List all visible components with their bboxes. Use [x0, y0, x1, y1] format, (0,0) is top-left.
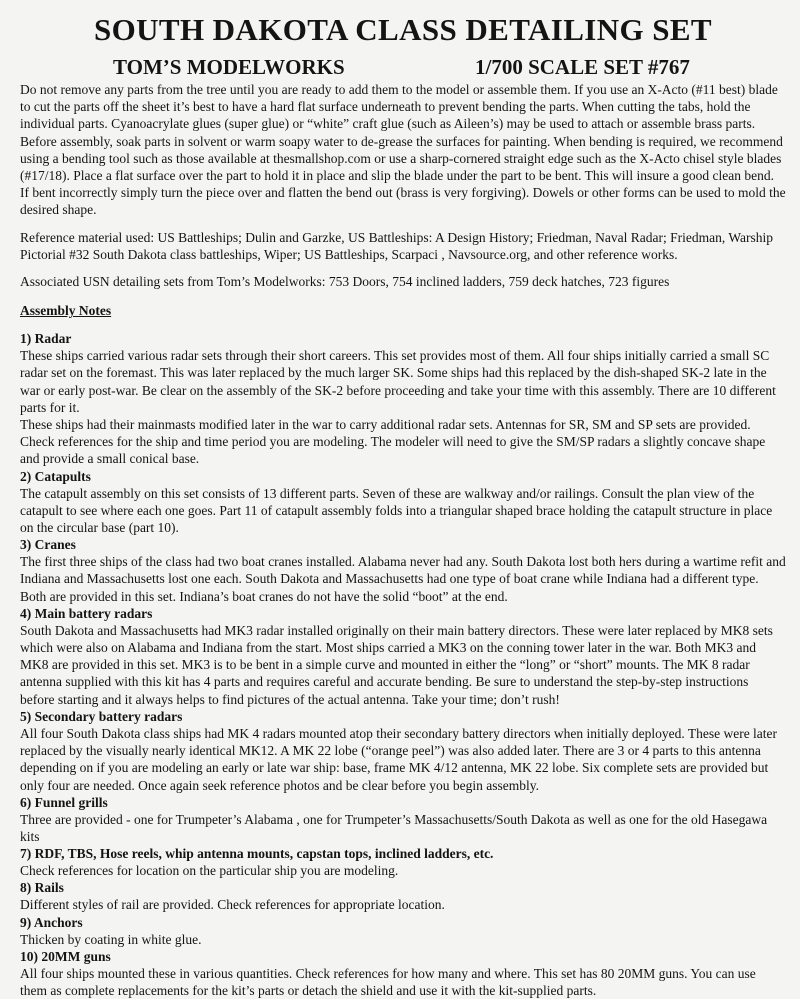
section-title: 3) Cranes — [20, 537, 76, 553]
note-section-radar — [20, 330, 786, 467]
assembly-notes — [20, 330, 786, 999]
assembly-notes-heading: Assembly Notes — [20, 303, 112, 319]
section-title: 2) Catapults — [20, 468, 91, 484]
section-paragraph: These ships had their mainmasts modified later in the war to carry additional radar sets. Antennas for SR, SM and SP sets are provided. Check references for the ship and time period you are modeling. The modeler will need to give the SM/SP radars a slightly concave shape and provide a small conical base. — [20, 417, 766, 467]
note-section-anchors — [20, 914, 786, 948]
note-section-catapults — [20, 468, 786, 537]
section-title: 5) Secondary battery radars — [20, 708, 183, 724]
document-title: SOUTH DAKOTA CLASS DETAILING SET — [93, 12, 713, 47]
section-paragraph: All four South Dakota class ships had MK 4 radars mounted atop their secondary battery directors when initially deployed. These were later replaced by the visually nearly identical MK12. A MK 22 lobe (“orange peel”) was also added later. There are 3 or 4 parts to this antenna depending on if you are modeling an early or late war ship: base, frame MK 4/12 antenna, MK 22 lobe. Six complete sets are provided but only four are needed. Once again seek reference photos and be clear before you begin assembly. — [20, 725, 778, 793]
maker-name: TOM’S MODELWORKS — [113, 55, 345, 79]
section-paragraph: South Dakota and Massachusetts had MK3 radar installed originally on their main battery directors. These were later replaced by MK8 sets which were also on Alabama and Indiana from the start. Most ships carried a MK3 on the conning tower later in the war. Both MK3 and MK8 are provided in this set. MK3 is to be bent in a simple curve and mounted in either the “long” or “short” mounts. The MK 8 radar antenna supplied with this kit has 4 parts and requires careful and accurate bending. Be sure to understand the step-by-step instructions before starting and it always helps to find pictures of the actual antenna. Take your time; don’t rush! — [20, 622, 773, 707]
section-title: 1) Radar — [20, 331, 72, 347]
section-paragraph: Different styles of rail are provided. Check references for appropriate location. — [20, 897, 445, 913]
subheading — [20, 52, 786, 82]
section-title: 7) RDF, TBS, Hose reels, whip antenna mounts, capstan tops, inclined ladders, etc. — [20, 846, 494, 862]
note-section-main-battery-radars — [20, 605, 786, 708]
section-title: 10) 20MM guns — [20, 948, 111, 964]
section-title: 4) Main battery radars — [20, 605, 153, 621]
associated-sets-paragraph: Associated USN detailing sets from Tom’s Modelworks: 753 Doors, 754 inclined ladders, 759 deck hatches, 723 figures — [20, 274, 670, 290]
section-paragraph: These ships carried various radar sets through their short careers. This set provides most of them. All four ships initially carried a small SC radar set on the foremast. This was later replaced by the much larger SK. Some ships had this replaced by the dish-shaped SK-2 late in the war or early post-war. Be clear on the assembly of the SK-2 before proceeding and take your time with this assembly. There are 10 different parts for it. — [20, 348, 776, 415]
reference-paragraph: Reference material used: US Battleships; Dulin and Garzke, US Battleships: A Design History; Friedman, Naval Radar; Friedman, Warship Pictorial #32 South Dakota class battleships, Wiper; US Battleships, Scarpaci , Navsource.org, and other reference works. — [20, 229, 774, 262]
section-title: 8) Rails — [20, 880, 64, 896]
section-paragraph: Three are provided - one for Trumpeter’s Alabama , one for Trumpeter’s Massachusetts/South Dakota as well as one for the old Hasegawa kits — [20, 811, 768, 844]
note-section-rails — [20, 879, 786, 913]
note-section-secondary-battery-radars — [20, 708, 786, 794]
note-section-20mm-guns — [20, 948, 786, 999]
section-paragraph: Thicken by coating in white glue. — [20, 931, 202, 947]
scale-set-number: 1/700 SCALE SET #767 — [475, 55, 690, 79]
intro-paragraph: Do not remove any parts from the tree until you are ready to add them to the model or assemble them. If you use an X-Acto (#11 best) blade to cut the parts off the sheet it’s best to have a hard flat surface underneath to prevent bending the parts. When cutting the tabs, hold the individual parts. Cyanoacrylate glues (super glue) or “white” craft glue (such as Aileen’s) may be used to attach or assemble brass parts. Before assembly, soak parts in solvent or warm soapy water to de-grease the surfaces for painting. When bending is required, we recommend using a bending tool such as those available at thesmallshop.com or use a sharp-cornered straight edge such as the X-Acto chisel style blades (#17/18). Place a flat surface over the part to hold it in place and slip the blade under the part to be bent. This will insure a good clean bend. If bent incorrectly simply turn the piece over and flatten the bend out (brass is very forgiving). Dowels or other forms can be used to mold the desired shape. — [20, 82, 786, 218]
note-section-funnel-grills — [20, 794, 786, 845]
note-section-fittings — [20, 845, 786, 879]
section-title: 9) Anchors — [20, 914, 83, 930]
section-title: 6) Funnel grills — [20, 794, 108, 810]
note-section-cranes — [20, 536, 786, 605]
section-paragraph: Check references for location on the particular ship you are modeling. — [20, 863, 399, 879]
section-paragraph: The first three ships of the class had two boat cranes installed. Alabama never had any. South Dakota lost both hers during a wartime refit and Indiana and Massachusetts lost one each. South Dakota and Massachusetts had one type of boat crane while Indiana had a different type. Both are provided in this set. Indiana’s boat cranes do not have the solid “boot” at the end. — [20, 554, 786, 604]
section-paragraph: All four ships mounted these in various quantities. Check references for how many and where. This set has 80 20MM guns. You can use them as complete replacements for the kit’s parts or detach the shield and use it with the kit-supplied parts. — [20, 965, 756, 998]
section-paragraph: The catapult assembly on this set consists of 13 different parts. Seven of these are walkway and/or railings. Consult the plan view of the catapult to see where each one goes. Part 11 of catapult assembly folds into a triangular shaped brace holding the catapult structure in place on the circular base (part 10). — [20, 485, 773, 536]
